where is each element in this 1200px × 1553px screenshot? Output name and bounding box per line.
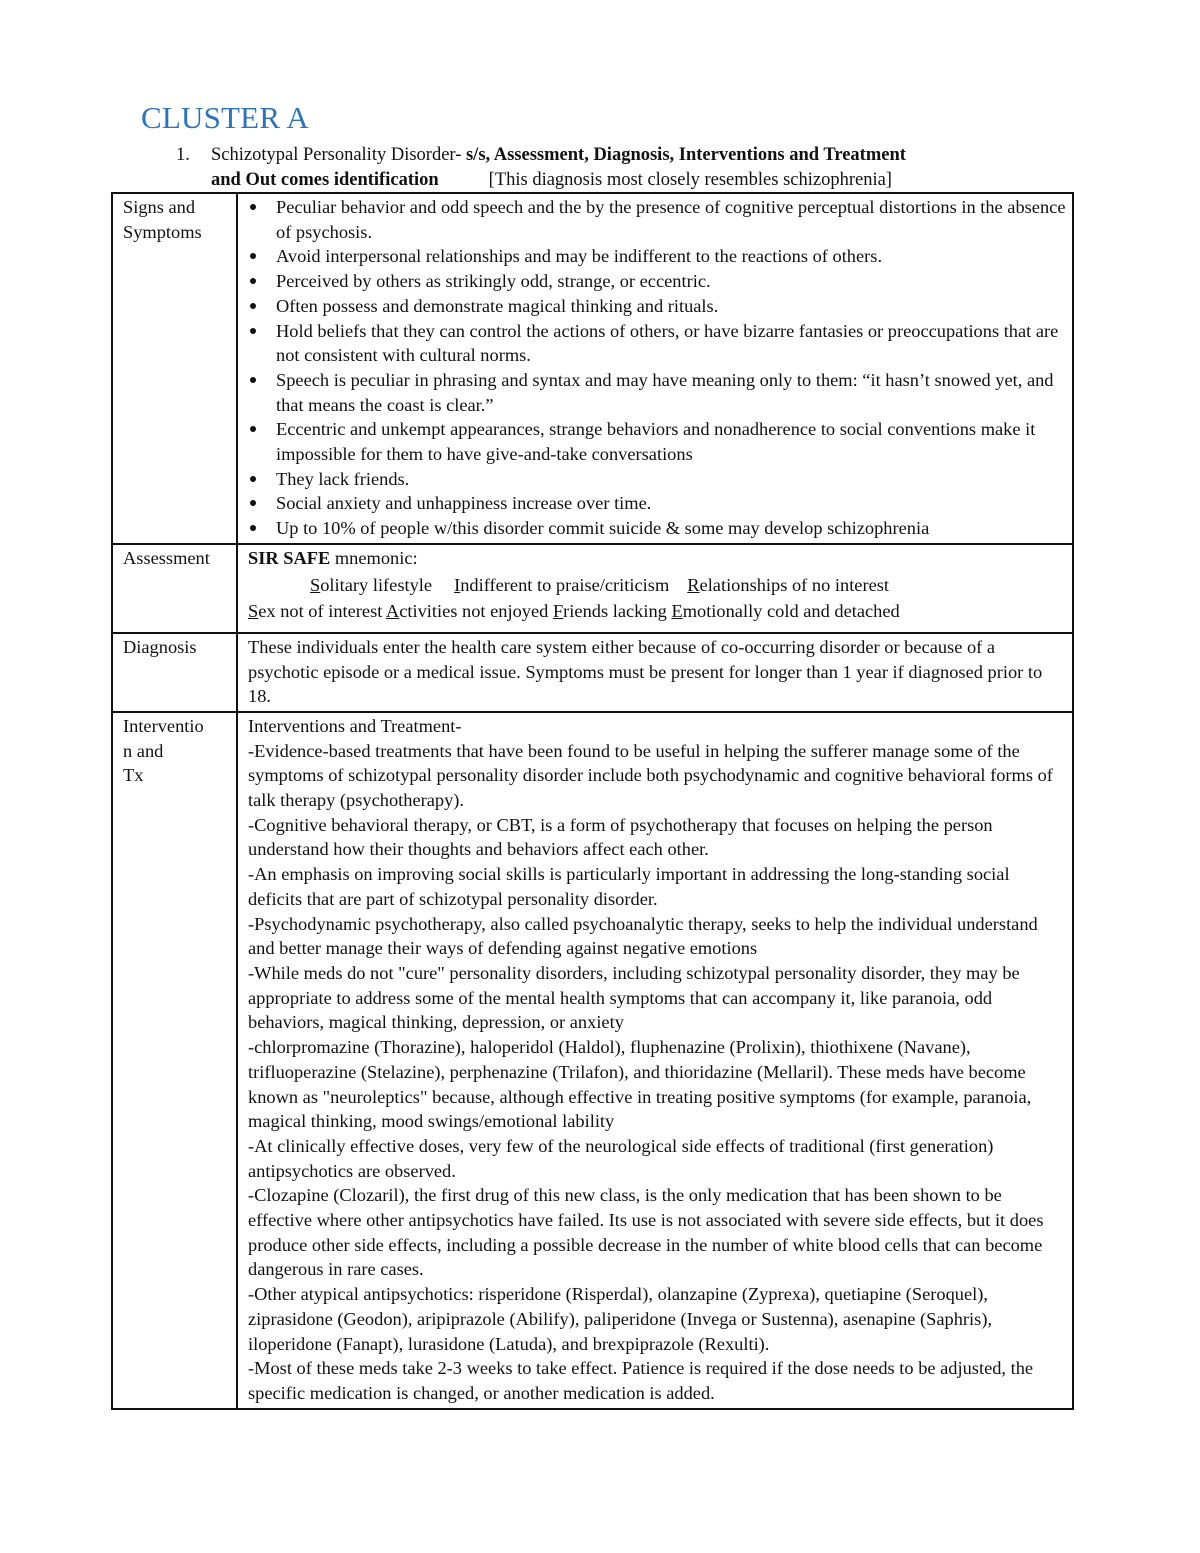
signs-content (237, 193, 1073, 544)
mnemonic-letter: E (671, 601, 683, 622)
interventions-paragraph: -Psychodynamic psychotherapy, also called psychoanalytic therapy, seeks to help the individual understand and better manage their ways of defending against negative emotions (248, 913, 1038, 959)
cluster-title: CLUSTER A (141, 100, 310, 135)
table-row-signs (112, 193, 1073, 544)
row-label-signs (112, 193, 237, 544)
table-row-diagnosis (112, 633, 1073, 712)
interventions-paragraph: -At clinically effective doses, very few of the neurological side effects of traditional (first generation) antipsychotics are observed. (248, 1135, 994, 1181)
mnemonic-letter: A (385, 601, 400, 622)
label-line: n and (123, 740, 164, 761)
heading-bold-2: and Out comes identification (211, 170, 439, 190)
list-item: They lack friends. (248, 467, 1066, 492)
mnemonic-suffix: mnemonic: (330, 547, 418, 568)
mnemonic-word: ndifferent to praise/criticism (460, 574, 670, 595)
signs-bullet-list (248, 195, 1066, 541)
list-item: Hold beliefs that they can control the actions of others, or have bizarre fantasies or preoccupations that are not consistent with cultural norms. (248, 319, 1066, 368)
mnemonic-letter: S (248, 601, 259, 622)
disorder-table (111, 192, 1074, 1410)
assessment-content (237, 544, 1073, 633)
mnemonic-letter: I (454, 574, 461, 595)
table-row-assessment (112, 544, 1073, 633)
mnemonic-word: motionally cold and detached (682, 601, 900, 622)
mnemonic-letter: F (552, 601, 564, 622)
row-label-interventions (112, 712, 237, 1409)
mnemonic-heading (248, 546, 1066, 571)
interventions-paragraph: -Most of these meds take 2-3 weeks to take effect. Patience is required if the dose needs to be adjusted, the specific medication is changed, or another medication is added. (248, 1358, 1034, 1403)
table-row-interventions (112, 712, 1073, 1409)
diagnosis-content: These individuals enter the health care system either because of co-occurring disorder or because of a psychotic episode or a medical issue. Symptoms must be present for longer than 1 year if diagnosed prior to 18. (237, 633, 1073, 712)
mnemonic-word: olitary lifestyle (320, 574, 433, 595)
interventions-paragraph: -Other atypical antipsychotics: risperidone (Risperdal), olanzapine (Zyprexa), quetiapine (Seroquel), ziprasidone (Geodon), aripiprazole (Abilify), paliperidone (Invega or Sustenna), asenapine (Saphris), iloperidone (Fanapt), lurasidone (Latuda), and brexpiprazole (Rexulti). (248, 1284, 993, 1354)
mnemonic-word: elationships of no interest (699, 574, 890, 595)
list-item: Up to 10% of people w/this disorder commit suicide & some may develop schizophrenia (248, 516, 1066, 541)
mnemonic-word: ex not of interest (258, 601, 386, 622)
interventions-content (237, 712, 1073, 1409)
mnemonic-line-1 (248, 573, 1066, 598)
mnemonic-word: ctivities not enjoyed (399, 601, 553, 622)
heading-bold-1: s/s, Assessment, Diagnosis, Interventions and Treatment (465, 145, 906, 165)
list-item: Eccentric and unkempt appearances, strange behaviors and nonadherence to social conventions make it impossible for them to have give-and-take conversations (248, 417, 1066, 466)
label-line: Interventio (123, 715, 204, 736)
mnemonic-word: riends lacking (563, 601, 672, 622)
list-item: Often possess and demonstrate magical thinking and rituals. (248, 294, 1066, 319)
label-line: Symptoms (123, 221, 202, 242)
interventions-paragraph: -Evidence-based treatments that have been found to be useful in helping the sufferer manage some of the symptoms of schizotypal personality disorder include both psychodynamic and cognitive behavioral forms of talk therapy (psychotherapy). (248, 740, 1053, 811)
heading-note: [This diagnosis most closely resembles schizophrenia] (488, 170, 892, 190)
heading-text (211, 143, 1076, 193)
interventions-paragraph: -Clozapine (Clozaril), the first drug of this new class, is the only medication that has been shown to be effective where other antipsychotics have failed. Its use is not associated with severe side effects, but it does produce other side effects, including a possible decrease in the number of white blood cells that can become dangerous in rare cases. (248, 1185, 1044, 1280)
mnemonic-line-2 (248, 599, 1066, 624)
row-label-assessment: Assessment (112, 544, 237, 633)
section-heading (176, 143, 1076, 193)
mnemonic-letter: R (687, 574, 700, 595)
list-item: Avoid interpersonal relationships and may be indifferent to the reactions of others. (248, 244, 1066, 269)
list-item: Perceived by others as strikingly odd, strange, or eccentric. (248, 269, 1066, 294)
list-number: 1. (176, 145, 190, 165)
interventions-paragraph: -Cognitive behavioral therapy, or CBT, is a form of psychotherapy that focuses on helping the person understand how their thoughts and behaviors affect each other. (248, 814, 993, 860)
list-item: Social anxiety and unhappiness increase over time. (248, 491, 1066, 516)
interventions-paragraph: -chlorpromazine (Thorazine), haloperidol (Haldol), fluphenazine (Prolixin), thiothixene (Navane), trifluoperazine (Stelazine), perphenazine (Trilafon), and thioridazine (Mellaril). These meds have become known as "neuroleptics" because, although effective in treating positive symptoms (for example, paranoia, magical thinking, mood swings/emotional lability (248, 1037, 1032, 1132)
list-item: Speech is peculiar in phrasing and syntax and may have meaning only to them: “it hasn’t snowed yet, and that means the coast is clear.” (248, 368, 1066, 417)
heading-plain: Schizotypal Personality Disorder- (211, 145, 466, 165)
label-line: Tx (123, 765, 144, 786)
mnemonic-title: SIR SAFE (248, 547, 331, 568)
row-label-diagnosis: Diagnosis (112, 633, 237, 712)
list-item: Peculiar behavior and odd speech and the by the presence of cognitive perceptual distortions in the absence of psychosis. (248, 195, 1066, 244)
label-line: Signs and (123, 197, 196, 217)
interventions-paragraph: Interventions and Treatment- (248, 715, 462, 736)
interventions-paragraph: -An emphasis on improving social skills is particularly important in addressing the long-standing social deficits that are part of schizotypal personality disorder. (248, 864, 1010, 909)
mnemonic-letter: S (310, 574, 321, 595)
interventions-paragraph: -While meds do not "cure" personality disorders, including schizotypal personality disorder, they may be appropriate to address some of the mental health symptoms that can accompany it, like paranoia, odd behaviors, magical thinking, depression, or anxiety (248, 962, 1020, 1033)
